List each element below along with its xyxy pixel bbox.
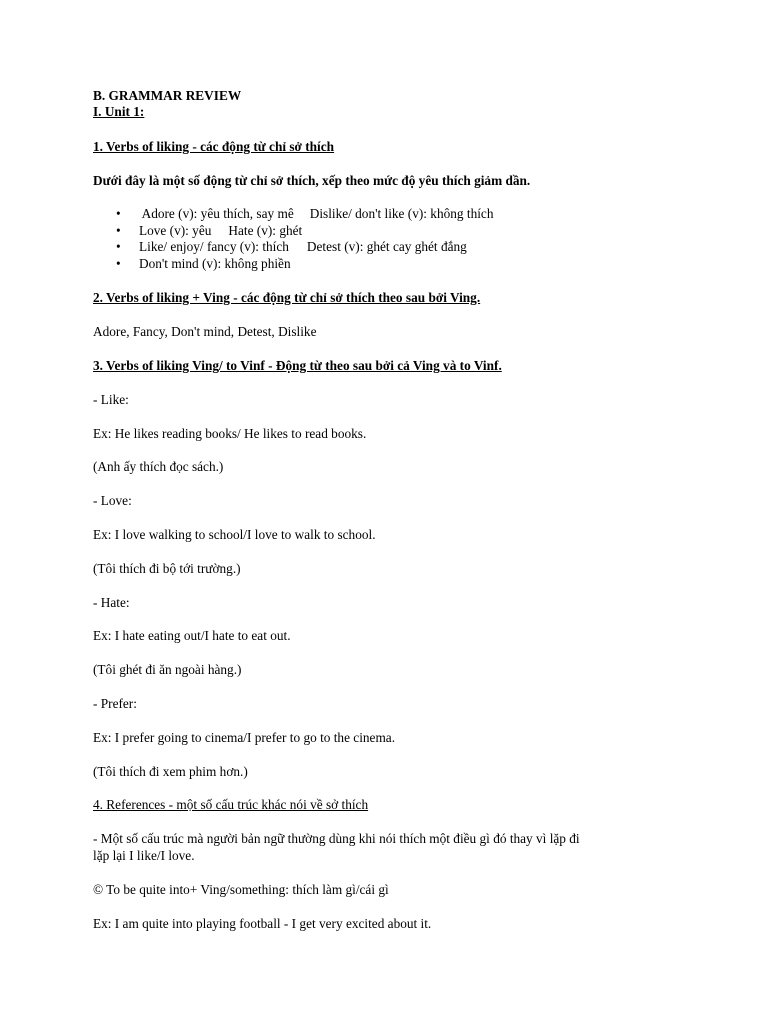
section-heading: B. GRAMMAR REVIEW — [93, 88, 242, 103]
structure-example: Ex: I am quite into playing football - I get very excited about it. — [93, 916, 432, 931]
unit-heading: I. Unit 1: — [93, 104, 145, 119]
hate-label: - Hate: — [93, 595, 130, 610]
like-label: - Like: — [93, 392, 129, 407]
section-1-title: 1. Verbs of liking - các động từ chỉ sở thích — [93, 139, 335, 154]
section-4-description-line-2: lặp lại I like/I love. — [93, 848, 195, 863]
list-item-text: Adore (v): yêu thích, say mê — [139, 206, 294, 221]
list-item — [93, 256, 493, 273]
list-item-text: Hate (v): ghét — [228, 222, 303, 238]
hate-translation: (Tôi ghét đi ăn ngoài hàng.) — [93, 662, 242, 677]
list-item-text: Like/ enjoy/ fancy (v): thích — [139, 239, 289, 255]
love-label: - Love: — [93, 493, 132, 508]
like-example: Ex: He likes reading books/ He likes to read books. — [93, 426, 367, 441]
list-item-text: Detest (v): ghét cay ghét đắng — [306, 239, 467, 255]
like-translation: (Anh ấy thích đọc sách.) — [93, 459, 224, 474]
section-4-description-line-1: - Một số cấu trúc mà người bản ngữ thường dùng khi nói thích một điều gì đó thay vì lặp đi — [93, 831, 580, 846]
verbs-of-liking-list — [93, 206, 493, 273]
bullet-icon: • — [116, 222, 121, 238]
bullet-icon: • — [116, 256, 121, 272]
prefer-example: Ex: I prefer going to cinema/I prefer to go to the cinema. — [93, 730, 396, 745]
section-3-title: 3. Verbs of liking Ving/ to Vinf - Động từ theo sau bởi cả Ving và to Vinf. — [93, 358, 502, 373]
section-4-title: 4. References - một số cấu trúc khác nói về sở thích — [93, 797, 369, 812]
list-item — [93, 239, 493, 256]
list-item — [93, 206, 493, 223]
list-item-text: Love (v): yêu — [139, 222, 212, 238]
prefer-translation: (Tôi thích đi xem phim hơn.) — [93, 764, 248, 779]
list-item-text: Don't mind (v): không phiền — [139, 256, 291, 272]
love-example: Ex: I love walking to school/I love to walk to school. — [93, 527, 376, 542]
prefer-label: - Prefer: — [93, 696, 137, 711]
bullet-icon: • — [116, 206, 121, 221]
section-2-list: Adore, Fancy, Don't mind, Detest, Dislike — [93, 324, 317, 339]
section-2-title: 2. Verbs of liking + Ving - các động từ chỉ sở thích theo sau bởi Ving. — [93, 290, 481, 305]
section-1-intro: Dưới đây là một số động từ chỉ sở thích, xếp theo mức độ yêu thích giảm dần. — [93, 173, 531, 188]
hate-example: Ex: I hate eating out/I hate to eat out. — [93, 628, 291, 643]
structure-quite-into: © To be quite into+ Ving/something: thích làm gì/cái gì — [93, 882, 389, 897]
list-item — [93, 223, 493, 240]
bullet-icon: • — [116, 239, 121, 255]
list-item-text: Dislike/ don't like (v): không thích — [309, 206, 494, 221]
love-translation: (Tôi thích đi bộ tới trường.) — [93, 561, 241, 576]
